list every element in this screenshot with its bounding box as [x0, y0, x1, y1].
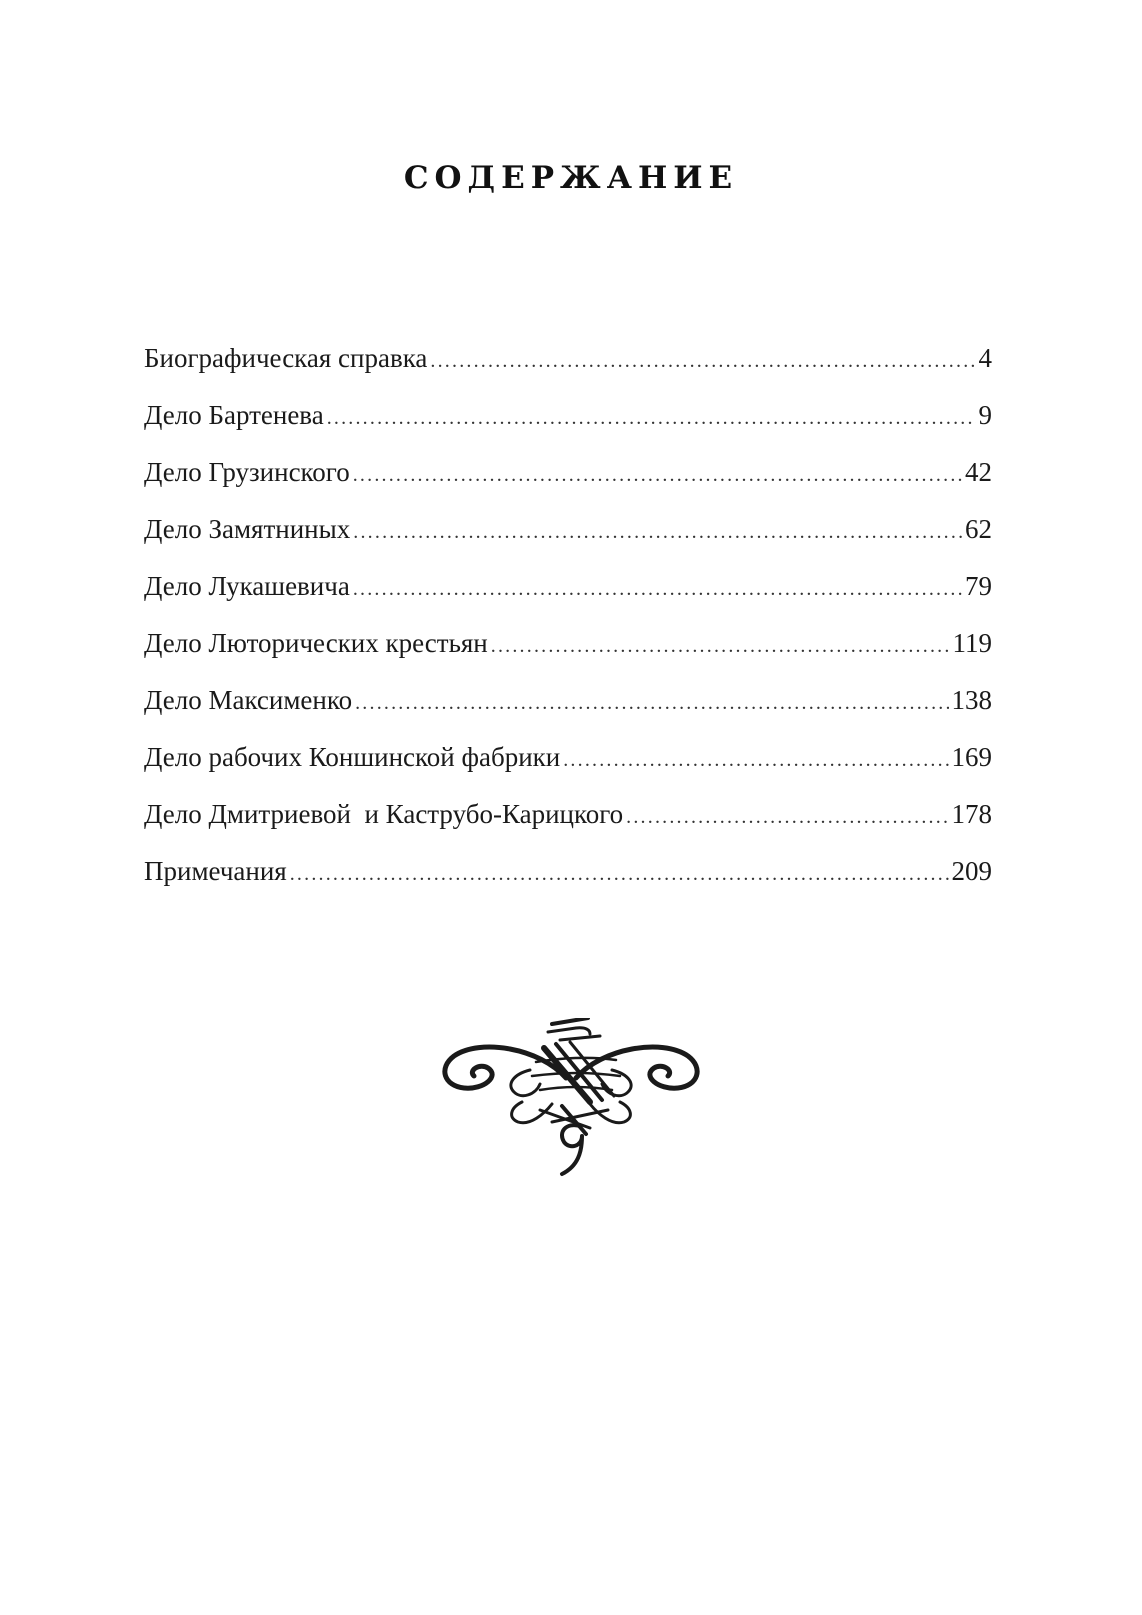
toc-dot-leader [353, 454, 962, 496]
toc-entry-page: 138 [951, 685, 992, 715]
toc-entry-title: Дело Грузинского [144, 457, 350, 487]
toc-entry[interactable] [144, 451, 992, 508]
toc-entry-page: 4 [978, 343, 992, 373]
toc-dot-leader [290, 853, 949, 895]
toc-dot-leader [430, 340, 975, 382]
toc-entry[interactable] [144, 793, 992, 850]
toc-entry[interactable] [144, 736, 992, 793]
table-of-contents [144, 337, 992, 907]
toc-dot-leader [353, 511, 962, 553]
toc-entry-page: 42 [965, 457, 992, 487]
toc-dot-leader [327, 397, 976, 439]
toc-entry-page: 178 [951, 799, 992, 829]
toc-entry-title: Дело Замятниных [144, 514, 351, 544]
toc-entry-title: Дело рабочих Коншинской фабрики [144, 742, 561, 772]
toc-entry[interactable] [144, 565, 992, 622]
toc-dot-leader [353, 568, 962, 610]
toc-entry[interactable] [144, 508, 992, 565]
toc-entry-page: 209 [951, 856, 992, 886]
toc-entry-title: Дело Бартенева [144, 400, 324, 430]
toc-entry-page: 169 [951, 742, 992, 772]
toc-dot-leader [626, 796, 948, 838]
toc-entry-title: Биографическая справка [144, 343, 428, 373]
toc-dot-leader [563, 739, 948, 781]
toc-entry-page: 62 [965, 514, 992, 544]
toc-entry-title: Дело Лукашевича [144, 571, 350, 601]
toc-entry[interactable] [144, 622, 992, 679]
toc-dot-leader [355, 682, 948, 724]
calligraphic-flourish-icon [440, 1018, 702, 1178]
toc-entry-page: 9 [978, 400, 992, 430]
toc-entry-page: 119 [952, 628, 992, 658]
toc-entry[interactable] [144, 337, 992, 394]
toc-entry-title: Дело Люторических крестьян [144, 628, 488, 658]
toc-entry-title: Примечания [144, 856, 287, 886]
toc-entry[interactable] [144, 850, 992, 907]
page-title: СОДЕРЖАНИЕ [403, 160, 739, 196]
toc-dot-leader [491, 625, 950, 667]
toc-entry[interactable] [144, 679, 992, 736]
toc-entry-title: Дело Дмитриевой и Каструбо-Карицкого [144, 799, 624, 829]
toc-entry-page: 79 [965, 571, 992, 601]
toc-entry[interactable] [144, 394, 992, 451]
toc-entry-title: Дело Максименко [144, 685, 353, 715]
